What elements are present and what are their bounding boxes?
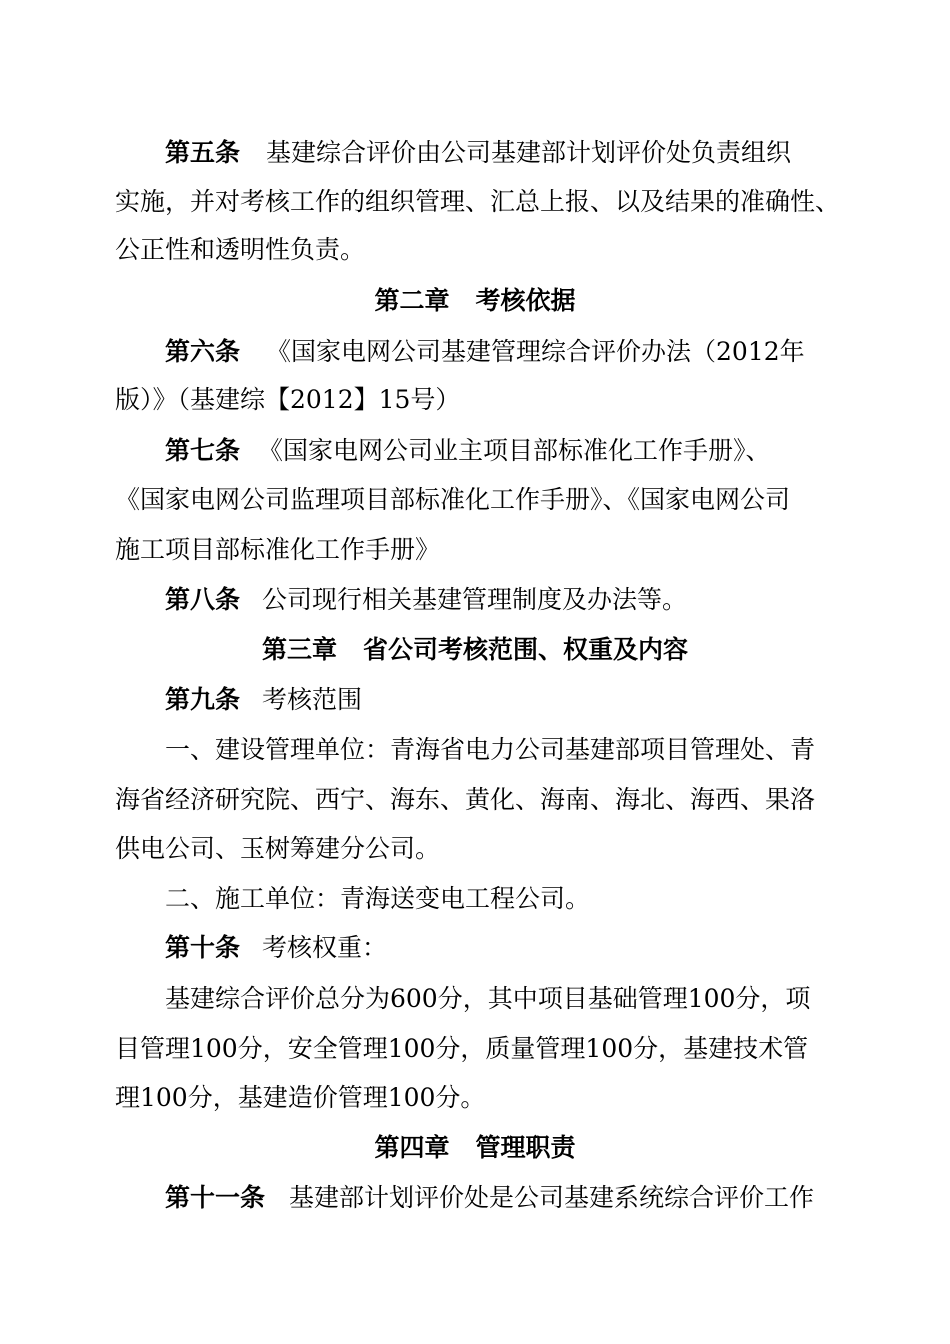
- article-9-item-1-line-1: 一、建设管理单位：青海省电力公司基建部项目管理处、青: [165, 735, 816, 764]
- article-11-line-1: [165, 1181, 855, 1215]
- article-7-line-2: 《国家电网公司监理项目部标准化工作手册》、《国家电网公司: [115, 485, 791, 514]
- article-8-label: 第八条: [165, 585, 241, 614]
- article-9-item-1-line-2: 海省经济研究院、西宁、海东、黄化、海南、海北、海西、果洛: [115, 785, 816, 814]
- chapter-2-heading: [0, 284, 950, 318]
- chapter-3-number: 第三章: [261, 635, 337, 664]
- article-5-text: 基建综合评价由公司基建部计划评价处负责组织: [266, 138, 792, 167]
- chapter-4-heading: [0, 1131, 950, 1165]
- article-5-line-3: 公正性和透明性负责。: [115, 235, 366, 264]
- article-9-item-2: 二、施工单位：青海送变电工程公司。: [165, 884, 591, 913]
- article-11-text: 基建部计划评价处是公司基建系统综合评价工作: [289, 1183, 815, 1212]
- article-7-line-3: 施工项目部标准化工作手册》: [115, 535, 441, 564]
- article-9-item-1-line-3: 供电公司、玉树筹建分公司。: [115, 834, 441, 863]
- article-10-para-line-3: 理100分，基建造价管理100分。: [115, 1083, 486, 1112]
- chapter-2-title: 考核依据: [475, 286, 576, 315]
- article-5-label: 第五条: [165, 138, 241, 167]
- article-10-para-line-2: 目管理100分，安全管理100分，质量管理100分，基建技术管: [115, 1034, 809, 1063]
- article-6-label: 第六条: [165, 337, 241, 366]
- article-10-label: 第十条: [165, 933, 241, 962]
- article-6-line-1: [165, 335, 855, 369]
- chapter-4-number: 第四章: [374, 1133, 450, 1162]
- article-6-line-2: 版）》（基建综【2012】15号）: [115, 385, 461, 414]
- article-5-line-2: 实施，并对考核工作的组织管理、汇总上报、以及结果的准确性、: [115, 187, 841, 216]
- article-7-line-1: [165, 434, 855, 468]
- article-6-text: 《国家电网公司基建管理综合评价办法（2012年: [266, 337, 805, 366]
- article-8-line-1: [165, 583, 855, 617]
- article-8-text: 公司现行相关基建管理制度及办法等。: [262, 585, 688, 614]
- article-10-para-line-1: 基建综合评价总分为600分，其中项目基础管理100分，项: [165, 984, 811, 1013]
- article-11-label: 第十一条: [165, 1183, 266, 1212]
- chapter-2-number: 第二章: [374, 286, 450, 315]
- article-10-line-1: [165, 931, 855, 965]
- chapter-3-heading: [0, 633, 950, 667]
- article-7-label: 第七条: [165, 436, 241, 465]
- article-9-label: 第九条: [165, 685, 241, 714]
- article-5-line-1: [165, 136, 855, 170]
- article-9-text: 考核范围: [262, 685, 363, 714]
- article-10-text: 考核权重：: [262, 933, 388, 962]
- chapter-4-title: 管理职责: [475, 1133, 576, 1162]
- article-9-line-1: [165, 683, 855, 717]
- chapter-3-title: 省公司考核范围、权重及内容: [363, 635, 689, 664]
- article-7-text: 《国家电网公司业主项目部标准化工作手册》、: [258, 436, 771, 465]
